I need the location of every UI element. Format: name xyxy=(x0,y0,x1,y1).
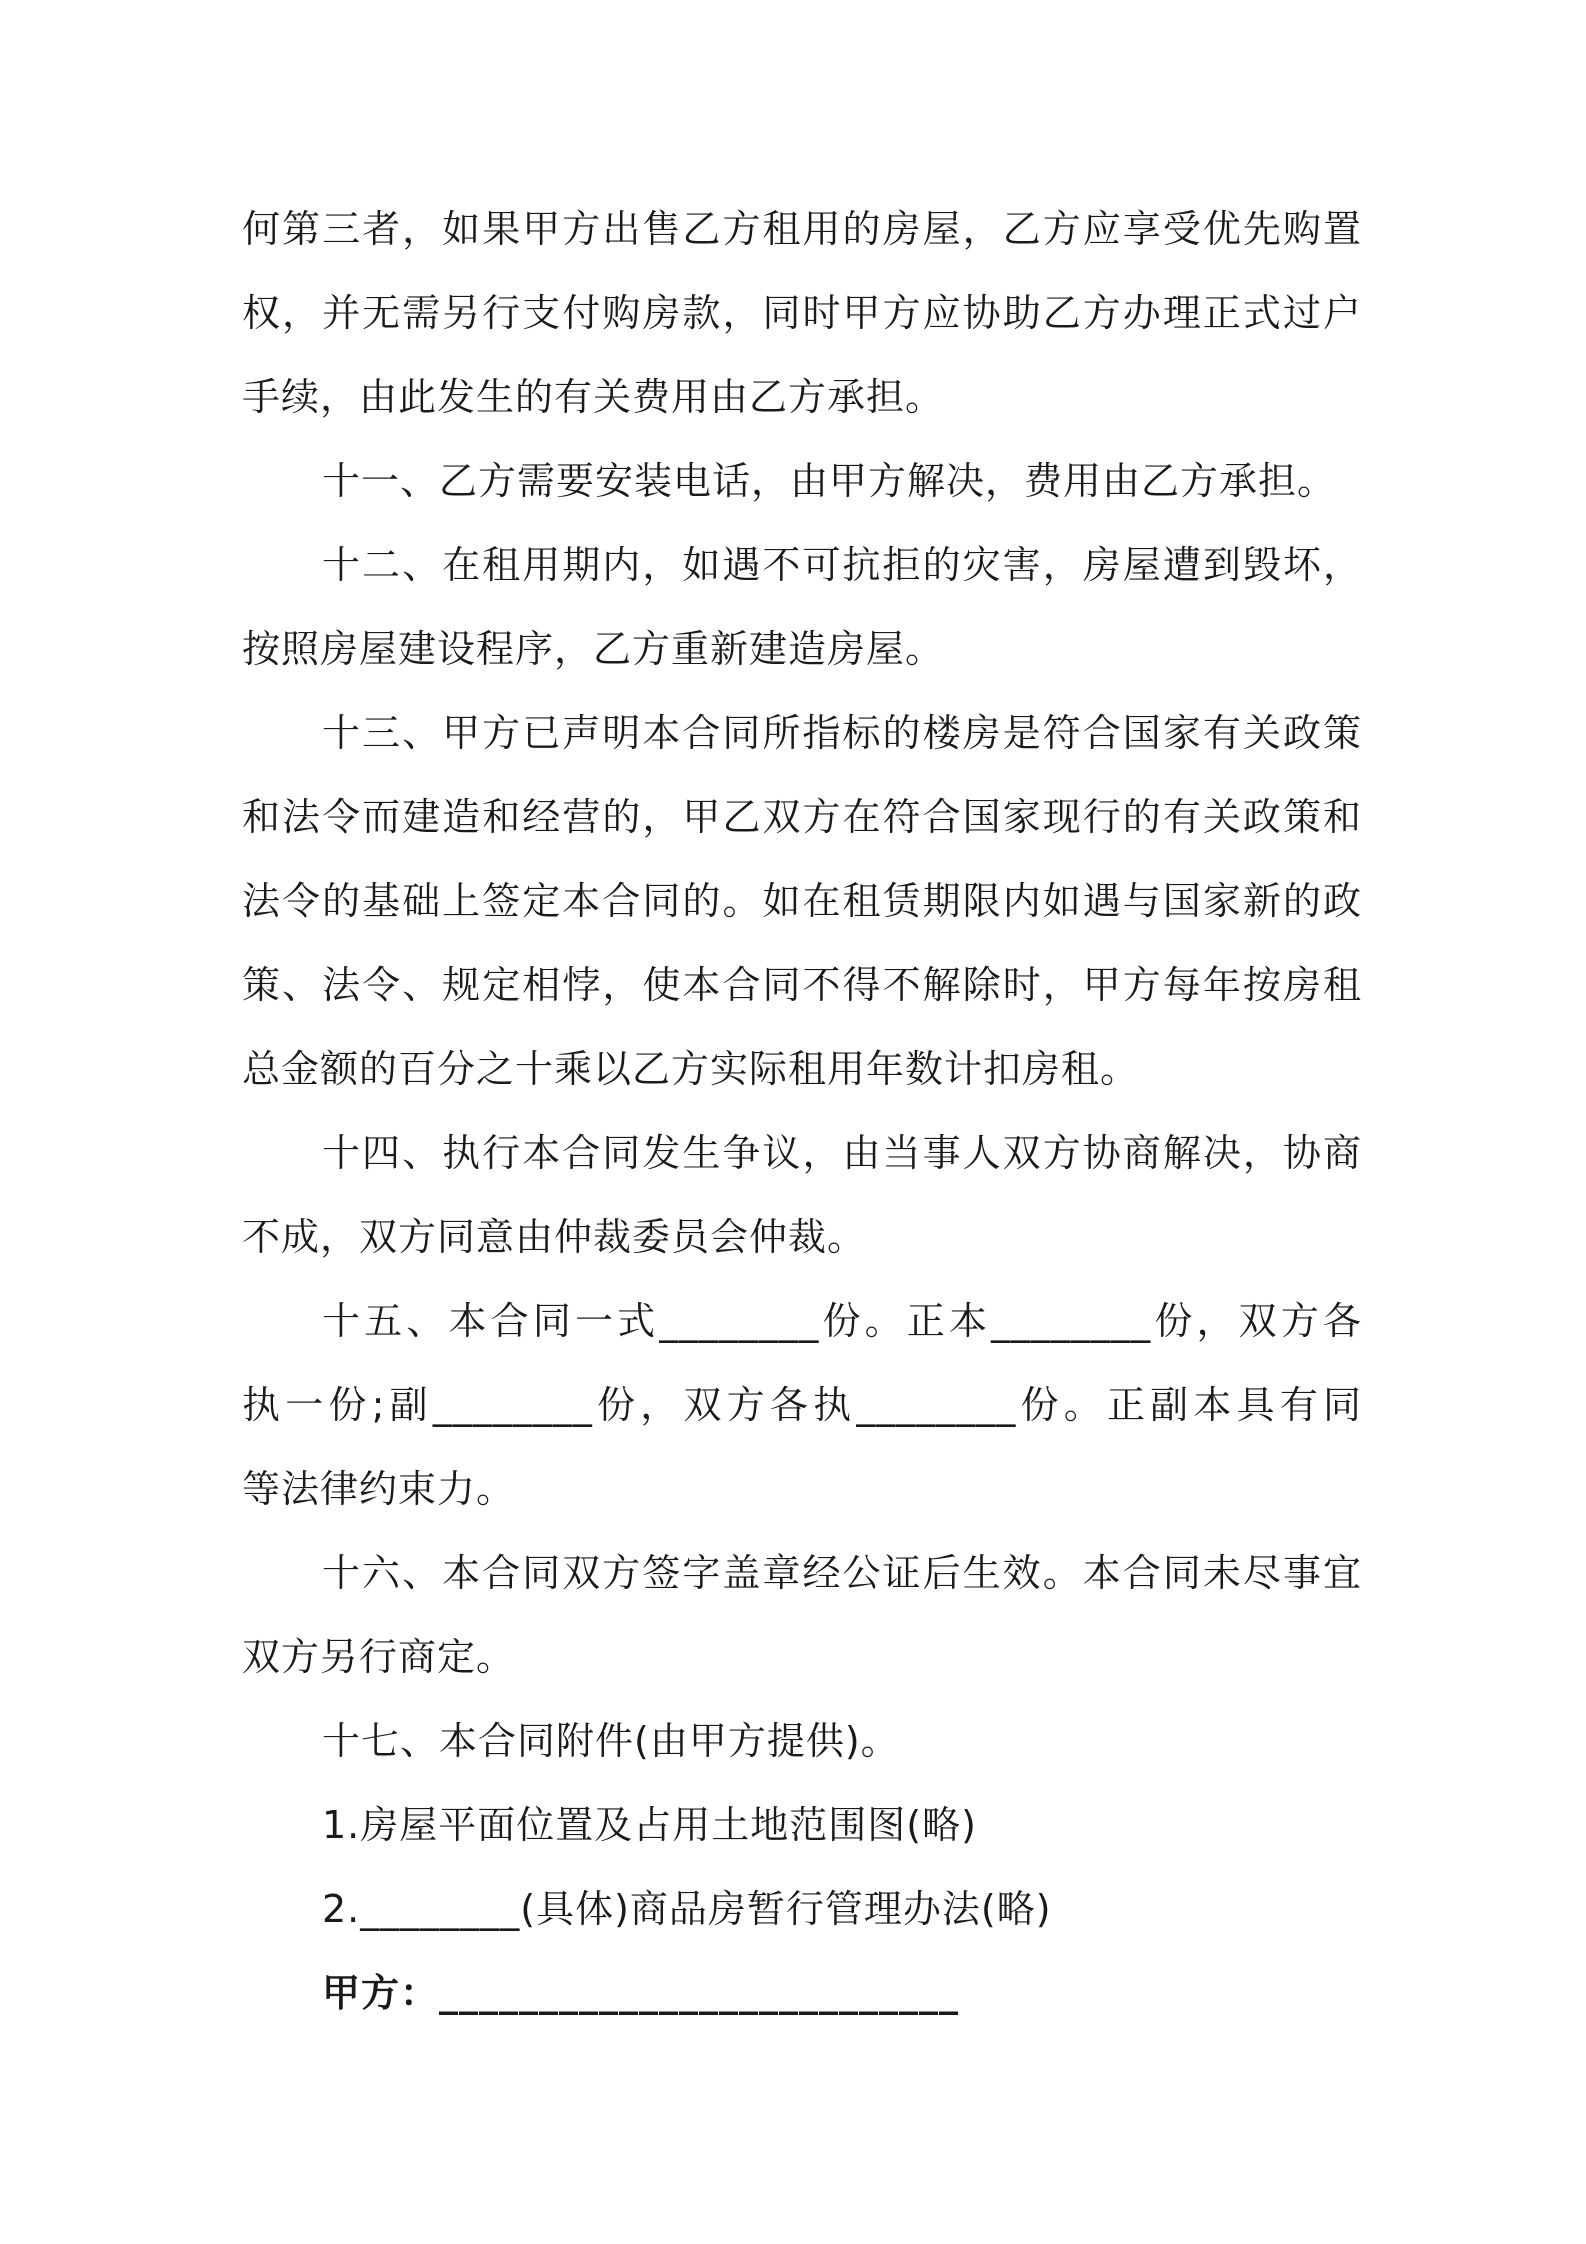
text-line: 手续，由此发生的有关费用由乙方承担。 xyxy=(242,375,945,419)
text-line: 总金额的百分之十乘以乙方实际租用年数计扣房租。 xyxy=(242,1047,1140,1091)
attachment-1: 1.房屋平面位置及占用土地范围图(略) xyxy=(322,1803,977,1847)
text-line: 何第三者，如果甲方出售乙方租用的房屋，乙方应享受优先购置 xyxy=(242,207,1362,251)
text-line: 不成，双方同意由仲裁委员会仲裁。 xyxy=(242,1215,867,1259)
text-line: 权，并无需另行支付购房款，同时甲方应协助乙方办理正式过户 xyxy=(242,291,1362,335)
party-a-signature-line: 甲方：__________________________ xyxy=(322,1971,960,2015)
text-line: 按照房屋建设程序，乙方重新建造房屋。 xyxy=(242,627,945,671)
text-line: 和法令而建造和经营的，甲乙双方在符合国家现行的有关政策和 xyxy=(242,795,1362,839)
document-body xyxy=(242,187,1362,2035)
clause-16: 十六、本合同双方签字盖章经公证后生效。本合同未尽事宜 xyxy=(322,1551,1362,1595)
text-line: 法令的基础上签定本合同的。如在租赁期限内如遇与国家新的政 xyxy=(242,879,1362,923)
clause-14: 十四、执行本合同发生争议，由当事人双方协商解决，协商 xyxy=(322,1131,1362,1175)
clause-11: 十一、乙方需要安装电话，由甲方解决，费用由乙方承担。 xyxy=(322,459,1337,503)
attachment-2: 2.________(具体)商品房暂行管理办法(略) xyxy=(322,1887,1052,1931)
clause-15: 十五、本合同一式________份。正本________份，双方各 xyxy=(322,1299,1362,1343)
clause-13: 十三、甲方已声明本合同所指标的楼房是符合国家有关政策 xyxy=(322,711,1362,755)
text-line: 等法律约束力。 xyxy=(242,1467,516,1511)
text-line: 双方另行商定。 xyxy=(242,1635,516,1679)
text-line: 执一份;副________份，双方各执________份。正副本具有同 xyxy=(242,1383,1362,1427)
text-line: 策、法令、规定相悖，使本合同不得不解除时，甲方每年按房租 xyxy=(242,963,1362,1007)
clause-12: 十二、在租用期内，如遇不可抗拒的灾害，房屋遭到毁坏， xyxy=(322,543,1362,587)
clause-17: 十七、本合同附件(由甲方提供)。 xyxy=(322,1719,900,1763)
